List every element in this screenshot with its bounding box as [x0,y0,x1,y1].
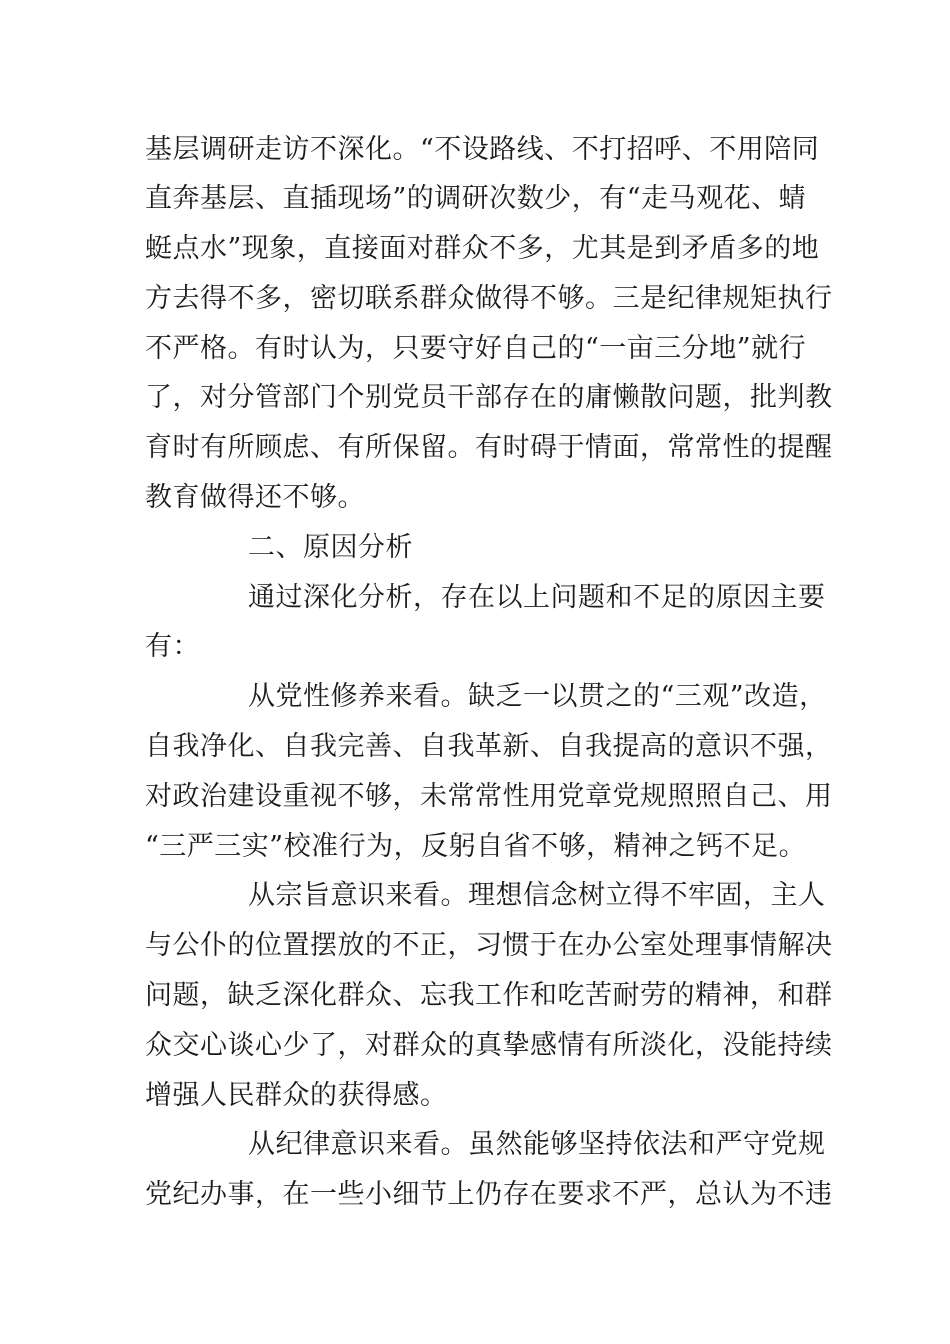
text-line: 众交心谈心少了，对群众的真挚感情有所淡化，没能持续 [145,1030,833,1061]
paragraph-first-line: 从宗旨意识来看。理想信念树立得不牢固，主人 [248,880,826,911]
paragraph-first-line: 从党性修养来看。缺乏一以贯之的“三观”改造， [248,681,827,712]
text-line: 与公仆的位置摆放的不正，习惯于在办公室处理事情解决 [145,930,833,961]
section-heading: 二、原因分析 [248,532,413,563]
text-line: 不严格。有时认为，只要守好自己的“一亩三分地”就行 [145,333,807,364]
text-line: 有： [145,631,200,662]
paragraph-first-line: 从纪律意识来看。虽然能够坚持依法和严守党规 [248,1129,826,1160]
text-line: 教育做得还不够。 [145,482,365,513]
text-line: 问题，缺乏深化群众、忘我工作和吃苦耐劳的精神，和群 [145,980,833,1011]
text-line: 自我净化、自我完善、自我革新、自我提高的意识不强， [145,731,833,762]
text-line: 直奔基层、直插现场”的调研次数少，有“走马观花、蜻 [145,183,807,214]
text-line: 增强人民群众的获得感。 [145,1080,448,1111]
text-line: “三严三实”校准行为，反躬自省不够，精神之钙不足。 [145,831,807,862]
text-line: 育时有所顾虑、有所保留。有时碍于情面，常常性的提醒 [145,432,833,463]
text-line: 了，对分管部门个别党员干部存在的庸懒散问题，批判教 [145,382,833,413]
text-line: 蜓点水”现象，直接面对群众不多，尤其是到矛盾多的地 [145,233,820,264]
text-line: 党纪办事，在一些小细节上仍存在要求不严，总认为不违 [145,1179,833,1210]
text-line: 对政治建设重视不够，未常常性用党章党规照照自己、用 [145,781,833,812]
text-line: 基层调研走访不深化。“不设路线、不打招呼、不用陪同 [145,134,820,165]
paragraph-first-line: 通过深化分析，存在以上问题和不足的原因主要 [248,582,826,613]
text-line: 方去得不多，密切联系群众做得不够。三是纪律规矩执行 [145,283,833,314]
